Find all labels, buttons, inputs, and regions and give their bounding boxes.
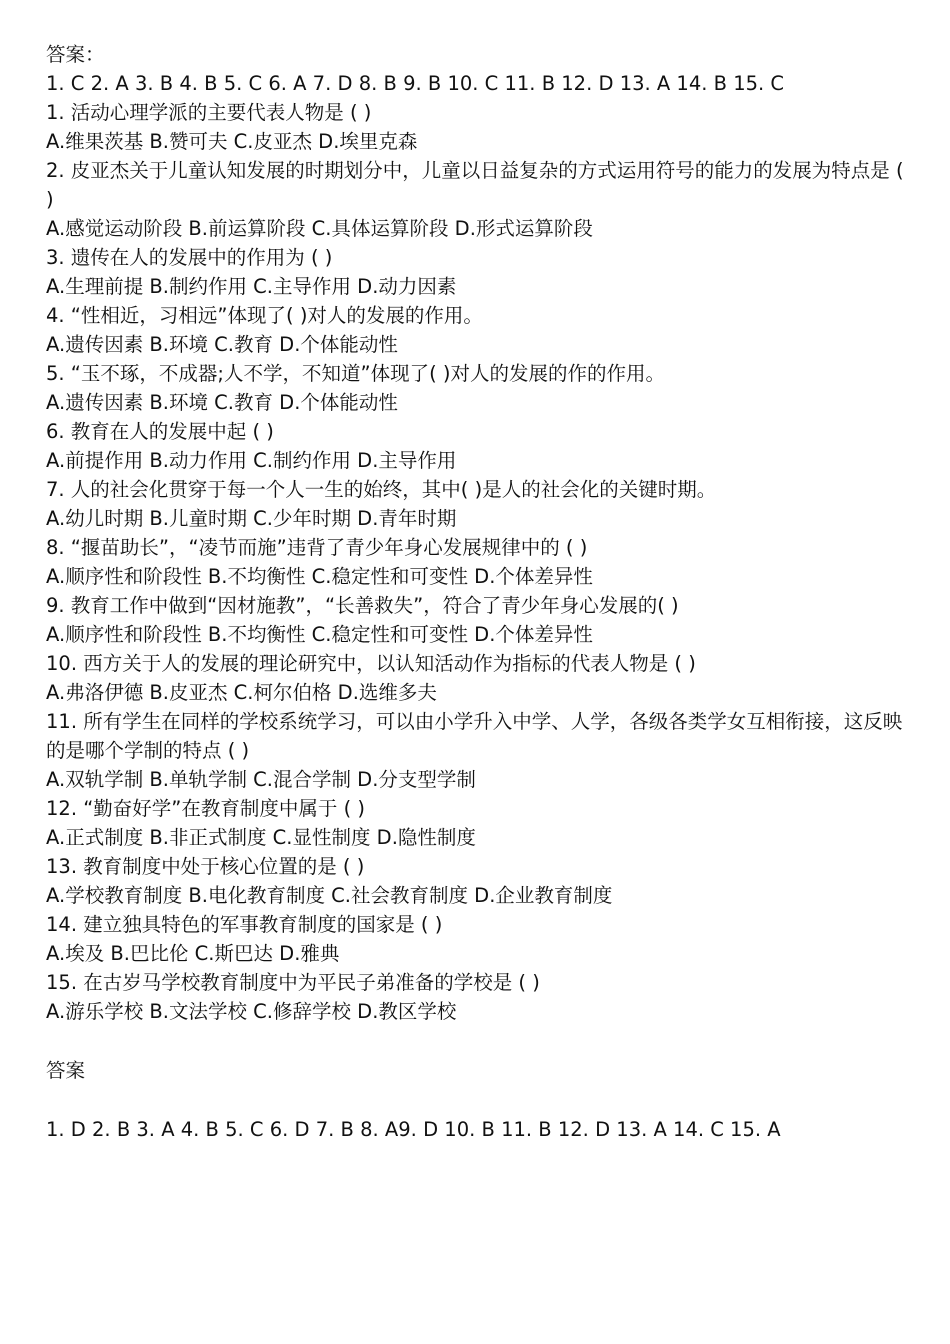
question-options: A.顺序性和阶段性 B.不均衡性 C.稳定性和可变性 D.个体差异性: [46, 565, 593, 588]
question-item: [46, 707, 916, 794]
question-item: [46, 591, 916, 649]
question-options: A.前提作用 B.动力作用 C.制约作用 D.主导作用: [46, 449, 457, 472]
answer-key-top: 1. C 2. A 3. B 4. B 5. C 6. A 7. D 8. B 9. B 10. C 11. B 12. D 13. A 14. B 15. C: [46, 72, 785, 95]
question-text: 8. “揠苗助长”，“凌节而施”违背了青少年身心发展规律中的 ( ): [46, 536, 588, 559]
question-options: A.弗洛伊德 B.皮亚杰 C.柯尔伯格 D.选维多夫: [46, 681, 437, 704]
question-text: 13. 教育制度中处于核心位置的是 ( ): [46, 855, 365, 878]
question-item: [46, 98, 916, 156]
question-options: A.感觉运动阶段 B.前运算阶段 C.具体运算阶段 D.形式运算阶段: [46, 217, 593, 240]
question-item: [46, 852, 916, 910]
question-text: 6. 教育在人的发展中起 ( ): [46, 420, 274, 443]
question-item: [46, 910, 916, 968]
question-item: [46, 417, 916, 475]
spacer: [46, 1026, 916, 1056]
question-text: 2. 皮亚杰关于儿童认知发展的时期划分中，儿童以日益复杂的方式运用符号的能力的发展为特点是 ( ): [46, 159, 904, 211]
answer-footer-label: 答案: [46, 1059, 86, 1082]
question-item: [46, 533, 916, 591]
question-text: 9. 教育工作中做到“因材施教”，“长善救失”，符合了青少年身心发展的( ): [46, 594, 679, 617]
question-options: A.遗传因素 B.环境 C.教育 D.个体能动性: [46, 391, 398, 414]
question-text: 5. “玉不琢，不成器;人不学，不知道”体现了( )对人的发展的作的作用。: [46, 362, 665, 385]
question-item: [46, 243, 916, 301]
question-list: [46, 98, 916, 1026]
question-text: 3. 遗传在人的发展中的作用为 ( ): [46, 246, 333, 269]
question-options: A.埃及 B.巴比伦 C.斯巴达 D.雅典: [46, 942, 340, 965]
spacer: [46, 1085, 916, 1115]
question-options: A.正式制度 B.非正式制度 C.显性制度 D.隐性制度: [46, 826, 476, 849]
question-options: A.顺序性和阶段性 B.不均衡性 C.稳定性和可变性 D.个体差异性: [46, 623, 593, 646]
question-options: A.遗传因素 B.环境 C.教育 D.个体能动性: [46, 333, 398, 356]
answer-key-bottom: 1. D 2. B 3. A 4. B 5. C 6. D 7. B 8. A9. D 10. B 11. B 12. D 13. A 14. C 15. A: [46, 1118, 781, 1141]
document-page: [46, 40, 916, 1144]
question-options: A.双轨学制 B.单轨学制 C.混合学制 D.分支型学制: [46, 768, 476, 791]
question-options: A.生理前提 B.制约作用 C.主导作用 D.动力因素: [46, 275, 457, 298]
question-text: 15. 在古岁马学校教育制度中为平民子弟准备的学校是 ( ): [46, 971, 540, 994]
question-item: [46, 156, 916, 243]
question-options: A.幼儿时期 B.儿童时期 C.少年时期 D.青年时期: [46, 507, 457, 530]
question-text: 14. 建立独具特色的军事教育制度的国家是 ( ): [46, 913, 443, 936]
question-text: 7. 人的社会化贯穿于每一个人一生的始终，其中( )是人的社会化的关键时期。: [46, 478, 717, 501]
question-item: [46, 475, 916, 533]
answer-header: 答案：: [46, 43, 105, 66]
question-item: [46, 301, 916, 359]
question-text: 4. “性相近，习相远”体现了( )对人的发展的作用。: [46, 304, 483, 327]
question-text: 10. 西方关于人的发展的理论研究中，以认知活动作为指标的代表人物是 ( ): [46, 652, 696, 675]
question-text: 1. 活动心理学派的主要代表人物是 ( ): [46, 101, 372, 124]
question-options: A.维果茨基 B.赞可夫 C.皮亚杰 D.埃里克森: [46, 130, 418, 153]
question-item: [46, 968, 916, 1026]
question-options: A.学校教育制度 B.电化教育制度 C.社会教育制度 D.企业教育制度: [46, 884, 613, 907]
question-item: [46, 794, 916, 852]
question-item: [46, 649, 916, 707]
question-text: 12. “勤奋好学”在教育制度中属于 ( ): [46, 797, 366, 820]
question-text: 11. 所有学生在同样的学校系统学习，可以由小学升入中学、人学，各级各类学女互相衔接，这反映的是哪个学制的特点 ( ): [46, 710, 903, 762]
question-item: [46, 359, 916, 417]
question-options: A.游乐学校 B.文法学校 C.修辞学校 D.教区学校: [46, 1000, 457, 1023]
